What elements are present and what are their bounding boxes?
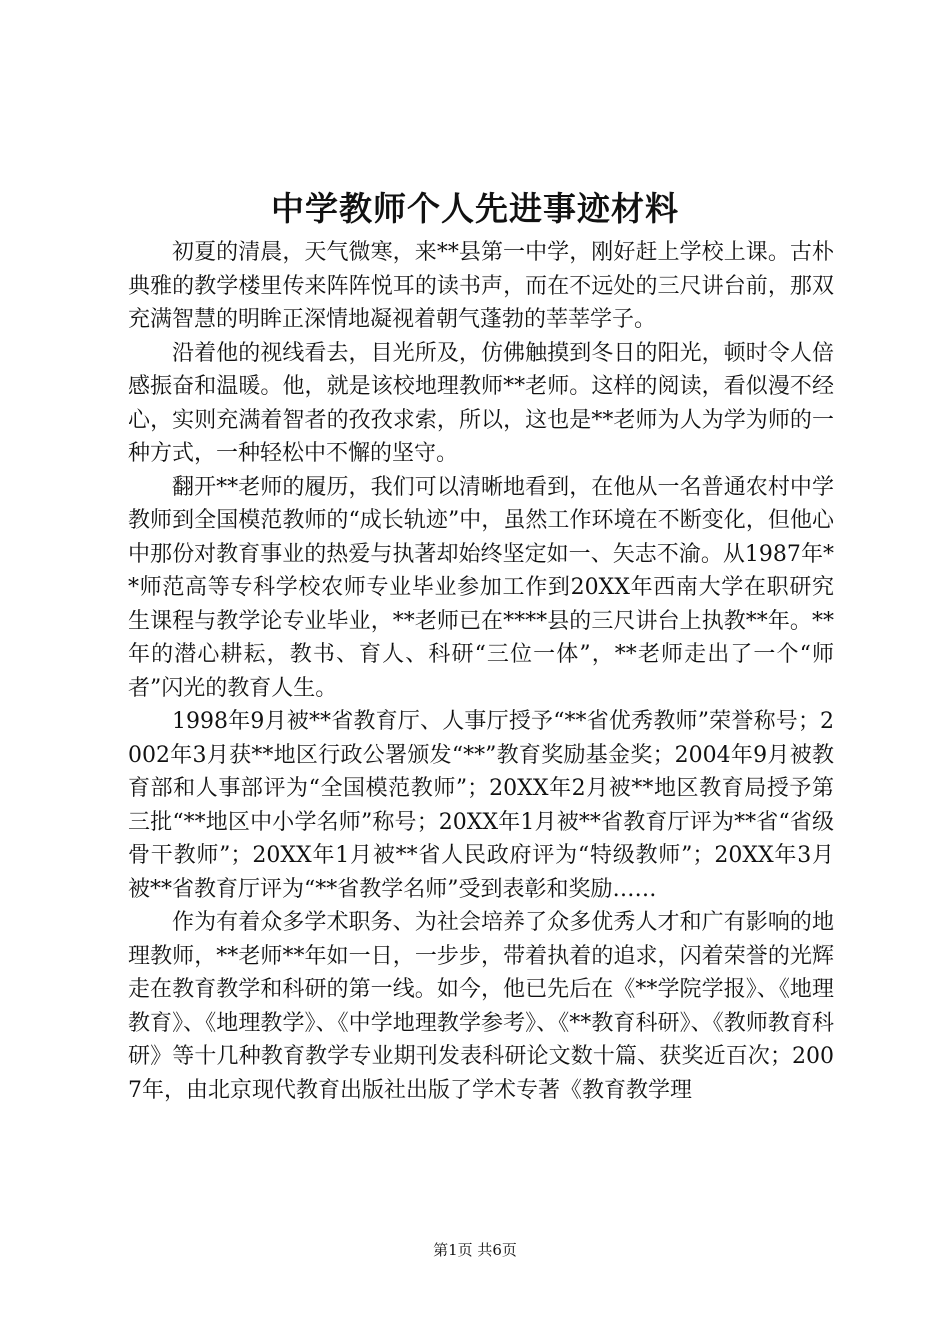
page-number-footer: 第1页 共6页: [433, 1241, 517, 1259]
paragraph-3: 翻开**老师的履历，我们可以清晰地看到，在他从一名普通农村中学教师到全国模范教师的“成长轨迹”中，虽然工作环境在不断变化，但他心中那份对教育事业的热爱与执著却始终坚定如一、矢志不渝。从1987年**师范高等专科学校农师专业毕业参加工作到20XX年西南大学在职研究生课程与教学论专业毕业，**老师已在****县的三尺讲台上执教**年。**年的潜心耕耘，教书、育人、科研“三位一体”，**老师走出了一个“师者”闪光的教育人生。: [128, 474, 834, 701]
document-body: [128, 236, 834, 1107]
paragraph-2: 沿着他的视线看去，目光所及，仿佛触摸到冬日的阳光，顿时令人倍感振奋和温暖。他，就是该校地理教师**老师。这样的阅读，看似漫不经心，实则充满着智者的孜孜求索，所以，这也是**老师为人为学为师的一种方式，一种轻松中不懈的坚守。: [128, 340, 834, 466]
paragraph-4: 1998年9月被**省教育厅、人事厅授予“**省优秀教师”荣誉称号；2002年3月获**地区行政公署颁发“**”教育奖励基金奖；2004年9月被教育部和人事部评为“全国模范教师”；20XX年2月被**地区教育局授予第三批“**地区中小学名师”称号；20XX年1月被**省教育厅评为**省“省级骨干教师”；20XX年1月被**省人民政府评为“特级教师”；20XX年3月被**省教育厅评为“**省教学名师”受到表彰和奖励……: [128, 709, 834, 902]
paragraph-5: 作为有着众多学术职务、为社会培养了众多优秀人才和广有影响的地理教师，**老师**年如一日，一步步，带着执着的追求，闪着荣誉的光辉走在教育教学和科研的第一线。如今，他已先后在《**学院学报》、《地理教育》、《地理教学》、《中学地理教学参考》、《**教育科研》、《教师教育科研》等十几种教育教学专业期刊发表科研论文数十篇、获奖近百次；2007年，由北京现代教育出版社出版了学术专著《教育教学理: [128, 910, 834, 1103]
paragraph-1: 初夏的清晨，天气微寒，来**县第一中学，刚好赶上学校上课。古朴典雅的教学楼里传来阵阵悦耳的读书声，而在不远处的三尺讲台前，那双充满智慧的明眸正深情地凝视着朝气蓬勃的莘莘学子。: [128, 240, 834, 332]
document-title: 中学教师个人先进事迹材料: [271, 189, 679, 228]
